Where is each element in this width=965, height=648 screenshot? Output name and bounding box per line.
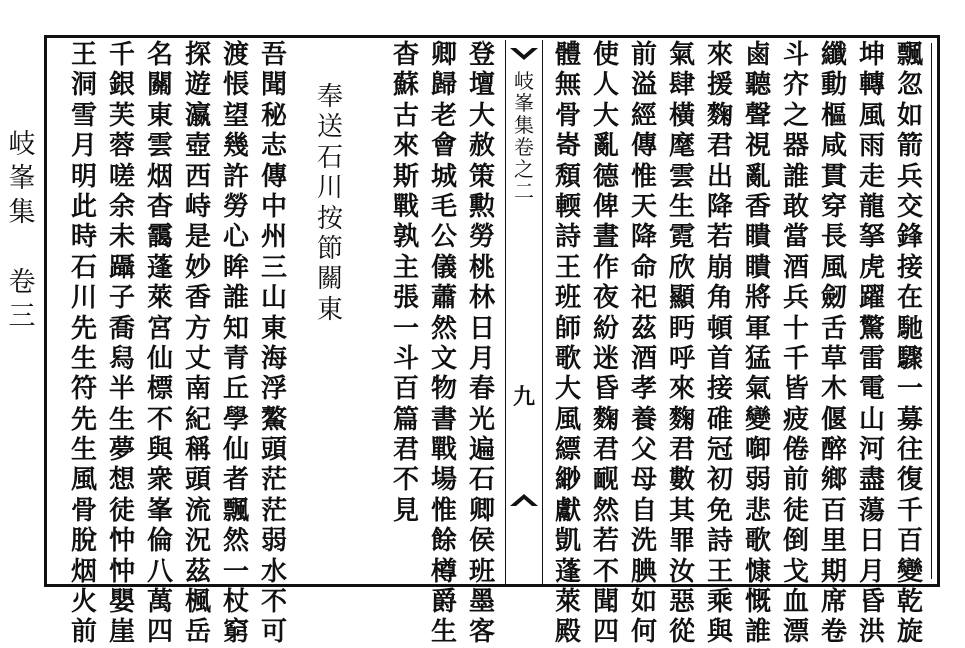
poem-title: 奉 送 石 川 按 節 關 東 [316, 82, 343, 325]
text-column-11: 登 壇 大 赦 策 勲 勞 桃 林 日 月 春 光 遍 石 卿 侯 班 墨 客 [468, 40, 495, 648]
margin-volume: 卷 三 [8, 267, 36, 332]
text-column-20: 王 洞 雪 月 明 此 時 石 川 先 生 符 先 生 風 骨 脫 烟 火 前 [70, 40, 97, 648]
text-column-17: 探 遊 瀛 壺 西 峙 是 妙 香 方 丈 南 紀 稱 頭 流 況 茲 楓 岳 [184, 40, 211, 648]
text-column-8: 前 溢 經 傳 惟 天 降 命 祀 茲 酒 孝 養 父 母 自 洗 腆 如 何 [630, 40, 657, 648]
text-column-12: 卿 歸 老 會 城 毛 公 儀 蕭 然 文 物 書 戰 場 惟 餘 樽 爵 生 [430, 40, 457, 648]
text-column-18: 名 關 東 雲 烟 杳 靄 蓬 萊 宮 仙 標 不 與 衆 峯 倫 八 萬 四 [146, 40, 173, 648]
text-column-1: 飄 忽 如 箭 兵 交 鋒 接 在 馳 驟 一 募 往 復 千 百 變 乾 旋 [896, 40, 923, 648]
center-header: 岐 峯 集 卷 之 二 [514, 69, 534, 203]
text-column-16: 渡 悵 望 幾 許 勞 心 眸 誰 知 青 丘 學 仙 者 飄 然 一 杖 窮 [222, 40, 249, 648]
text-column-9: 使 人 大 亂 德 俾 晝 作 夜 紛 迷 昏 麴 君 䩄 然 若 不 聞 四 [592, 40, 619, 648]
text-column-2: 坤 轉 風 雨 走 龍 拏 虎 躍 驚 雷 電 山 河 盡 蕩 日 月 昏 洪 [858, 40, 885, 648]
page-number: 九 [512, 384, 535, 410]
text-column-19: 千 銀 芙 蓉 嗟 余 未 躡 子 喬 舄 半 生 夢 想 徒 忡 忡 嬰 崖 [108, 40, 135, 648]
center-fold [505, 40, 543, 585]
text-column-5: 鹵 聽 聲 視 亂 香 瞶 瞶 將 軍 猛 氣 變 啣 弱 悲 歌 慷 慨 誰 [744, 40, 771, 648]
text-column-3: 纖 動 樞 咸 貫 穿 長 風 劒 舌 草 木 偃 醉 鄉 百 里 期 席 卷 [820, 40, 847, 648]
text-column-13: 杳 蘇 古 來 斯 戰 孰 主 張 一 斗 百 篇 君 不 見 [392, 40, 419, 526]
fishtail-top-ornament [510, 48, 538, 62]
text-column-7: 氣 肆 橫 麾 雲 生 霓 欣 顯 眄 呼 來 麴 君 數 其 罪 汝 惡 從 [668, 40, 695, 648]
fishtail-bottom-ornament [510, 492, 538, 506]
margin-book-title: 岐 峯 集 [8, 129, 36, 228]
text-column-10: 體 無 骨 㟢 頽 輭 詩 王 班 師 歌 大 風 縹 緲 獻 凱 蓬 萊 殿 [554, 40, 581, 648]
page-frame [44, 35, 940, 648]
text-column-15: 吾 聞 秘 志 傳 中 州 三 山 東 海 浮 鰲 頭 茫 茫 弱 水 不 可 [260, 40, 287, 648]
text-column-6: 來 援 麴 君 出 降 若 崩 角 頓 首 接 碓 冠 初 免 詩 王 乘 與 [706, 40, 733, 648]
margin-note [4, 128, 40, 428]
text-column-4: 斗 㝏 之 器 誰 敢 當 酒 兵 十 千 皆 疲 倦 前 徒 倒 戈 血 漂 [782, 40, 809, 648]
